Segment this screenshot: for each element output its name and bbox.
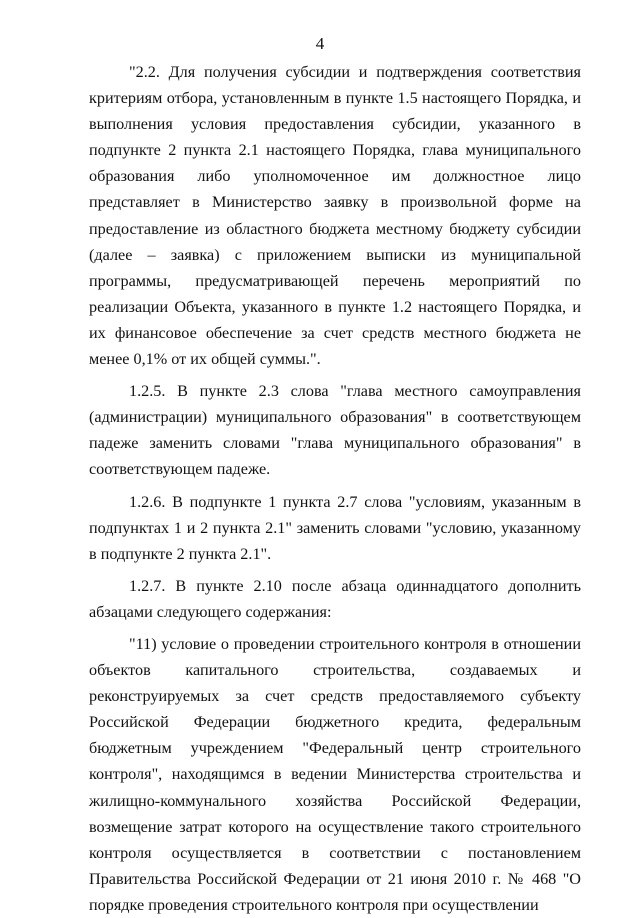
document-body: [89, 59, 581, 918]
paragraph-1-2-6: 1.2.6. В подпункте 1 пункта 2.7 слова "условиям, указанным в подпунктах 1 и 2 пункта 2.1" заменить словами "условию, указанному в подпункте 2 пункта 2.1".: [89, 492, 581, 563]
paragraph-2-2: "2.2. Для получения субсидии и подтверждения соответствия критериям отбора, установленным в пункте 1.5 настоящего Порядка, и выполнения условия предоставления субсидии, указанного в подпункте 2 пункта 2.1 настоящего Порядка, глава муниципального образования либо уполномоченное им должностное лицо представляет в Министерство заявку в произвольной форме на предоставление из областного бюджета местному бюджету субсидии (далее – заявка) с приложением выписки из муниципальной программы, предусматривающей перечень мероприятий по реализации Объекта, указанного в пункте 1.2 настоящего Порядка, и их финансовое обеспечение за счет средств местного бюджета не менее 0,1% от их общей суммы.".: [89, 63, 581, 369]
page-number: 4: [315, 34, 325, 53]
paragraph-1-2-7: 1.2.7. В пункте 2.10 после абзаца одиннадцатого дополнить абзацами следующего содержания:: [89, 576, 581, 621]
paragraph-item-11: "11) условие о проведении строительного контроля в отношении объектов капитального строительства, создаваемых и реконструируемых за счет средств предоставляемого субъекту Российской Федерации бюджетного кредита, федеральным бюджетным учреждением "Федеральный центр строительного контроля", находящимся в ведении Министерства строительства и жилищно-коммунального хозяйства Российской Федерации, возмещение затрат которого на осуществление такого строительного контроля осуществляется в соответствии с постановлением Правительства Российской Федерации от 21 июня 2010 г. № 468 "О порядке проведения строительного контроля при осуществлении: [89, 634, 581, 914]
paragraph-1-2-5: 1.2.5. В пункте 2.3 слова "глава местного самоуправления (администрации) муниципального образования" в соответствующем падеже заменить словами "глава муниципального образования" в соответствующем падеже.: [89, 382, 581, 479]
